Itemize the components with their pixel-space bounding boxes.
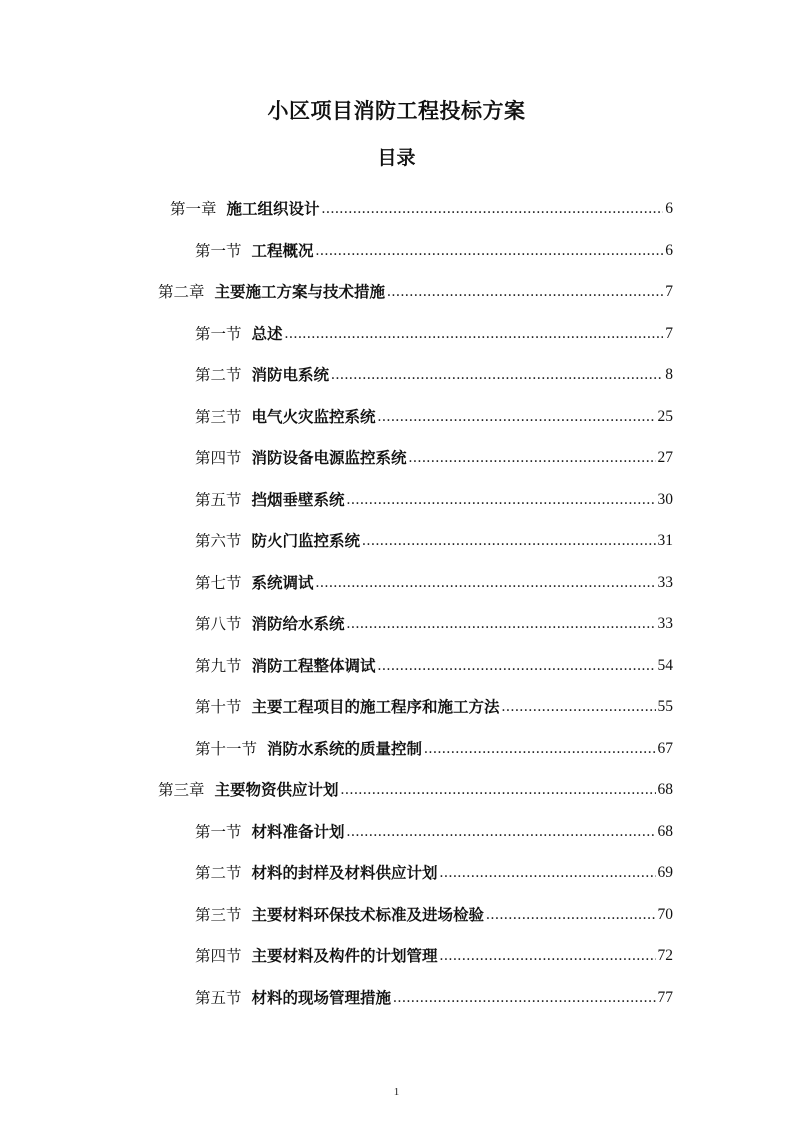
- toc-entry-label: 第四节: [195, 947, 242, 965]
- toc-dot-leader: [502, 696, 656, 718]
- toc-entry-page: 67: [657, 739, 673, 757]
- toc-dot-leader: [362, 530, 655, 552]
- toc-entry-label: 第九节: [195, 656, 242, 675]
- toc-entry-label: 第三节: [195, 407, 242, 426]
- toc-dot-leader: [322, 198, 664, 220]
- toc-entry-chapter-1[interactable]: [170, 180, 673, 220]
- toc-entry-page: 8: [665, 366, 673, 383]
- toc-entry-title: 消防电系统: [251, 365, 330, 384]
- document-title: 小区项目消防工程投标方案: [267, 99, 526, 123]
- toc-entry-section[interactable]: [195, 305, 673, 345]
- toc-entry-title: 系统调试: [251, 572, 314, 592]
- toc-entry-title: 主要材料环保技术标准及进场检验: [251, 904, 485, 924]
- page-number: 1: [393, 1086, 400, 1098]
- toc-dot-leader: [347, 489, 656, 511]
- toc-entry-title: 防火门监控系统: [251, 531, 361, 550]
- toc-entry-section[interactable]: [195, 886, 673, 926]
- toc-dot-leader: [347, 613, 656, 635]
- toc-entry-title: 电气火灾监控系统: [251, 406, 376, 426]
- toc-dot-leader: [331, 364, 663, 386]
- toc-entry-page: 7: [665, 324, 673, 342]
- toc-dot-leader: [424, 738, 655, 760]
- toc-entry-label: 第十一节: [195, 739, 258, 758]
- toc-entry-page: 54: [657, 656, 673, 674]
- toc-entry-section[interactable]: [195, 803, 673, 843]
- toc-entry-section[interactable]: [195, 844, 673, 884]
- toc-entry-section[interactable]: [195, 388, 673, 428]
- toc-entry-label: 第一节: [195, 241, 242, 260]
- toc-entry-title: 主要物资供应计划: [214, 780, 339, 799]
- toc-entry-label: 第七节: [195, 573, 242, 592]
- toc-entry-title: 材料的现场管理措施: [251, 987, 392, 1007]
- toc-entry-section[interactable]: [195, 554, 673, 594]
- toc-entry-section[interactable]: [195, 429, 673, 469]
- toc-dot-leader: [486, 904, 655, 926]
- toc-entry-section[interactable]: [195, 346, 673, 386]
- toc-dot-leader: [409, 447, 656, 469]
- toc-entry-page: 30: [657, 490, 673, 508]
- toc-entry-title: 消防工程整体调试: [251, 655, 376, 675]
- toc-dot-leader: [440, 945, 656, 967]
- toc-dot-leader: [378, 655, 656, 677]
- toc-entry-section[interactable]: [195, 637, 673, 677]
- toc-entry-title: 挡烟垂壁系统: [251, 489, 345, 509]
- toc-entry-chapter-3[interactable]: [158, 761, 673, 801]
- toc-dot-leader: [378, 406, 656, 428]
- toc-entry-page: 27: [657, 449, 673, 466]
- toc-entry-label: 第二节: [195, 366, 242, 384]
- toc-dot-leader: [440, 862, 656, 884]
- toc-entry-section[interactable]: [195, 969, 673, 1009]
- toc-entry-section[interactable]: [195, 595, 673, 635]
- toc-entry-section[interactable]: [195, 678, 673, 718]
- toc-entry-page: 7: [665, 283, 673, 300]
- toc-entry-section[interactable]: [195, 222, 673, 262]
- toc-entry-page: 68: [657, 822, 673, 840]
- toc-entry-title: 消防设备电源监控系统: [251, 448, 407, 467]
- toc-dot-leader: [347, 821, 656, 843]
- toc-entry-label: 第三章: [158, 781, 205, 799]
- toc-entry-page: 72: [657, 947, 673, 964]
- toc-entry-page: 69: [657, 864, 673, 881]
- toc-entry-title: 材料的封样及材料供应计划: [251, 863, 438, 882]
- toc-entry-title: 主要施工方案与技术措施: [214, 282, 386, 301]
- toc-dot-leader: [393, 987, 655, 1009]
- toc-entry-page: 25: [657, 407, 673, 425]
- toc-entry-section[interactable]: [195, 720, 673, 760]
- toc-dot-leader: [316, 572, 656, 594]
- toc-entry-page: 33: [657, 573, 673, 591]
- toc-entry-title: 消防水系统的质量控制: [267, 738, 423, 758]
- toc-entry-chapter-2[interactable]: [158, 263, 673, 303]
- toc-dot-leader: [387, 281, 663, 303]
- toc-entry-page: 6: [665, 200, 673, 217]
- toc-entry-section[interactable]: [195, 512, 673, 552]
- toc-dot-leader: [341, 779, 656, 801]
- toc-entry-label: 第六节: [195, 532, 242, 550]
- toc-entry-label: 第一章: [170, 200, 217, 218]
- toc-entry-title: 施工组织设计: [226, 199, 320, 218]
- toc-entry-section[interactable]: [195, 927, 673, 967]
- toc-entry-title: 主要工程项目的施工程序和施工方法: [251, 697, 500, 716]
- toc-dot-leader: [316, 240, 664, 262]
- toc-heading: 目录: [377, 147, 416, 169]
- toc-entry-label: 第三节: [195, 905, 242, 924]
- toc-entry-label: 第一节: [195, 324, 242, 343]
- toc-entry-title: 消防给水系统: [251, 614, 345, 633]
- toc-entry-label: 第十节: [195, 698, 242, 716]
- toc-entry-page: 68: [657, 781, 673, 798]
- toc-entry-page: 77: [657, 988, 673, 1006]
- toc-entry-title: 主要材料及构件的计划管理: [251, 946, 438, 965]
- toc-entry-page: 70: [657, 905, 673, 923]
- toc-entry-label: 第五节: [195, 490, 242, 509]
- toc-entry-title: 总述: [251, 323, 283, 343]
- toc-entry-label: 第二节: [195, 864, 242, 882]
- toc-entry-label: 第二章: [158, 283, 205, 301]
- toc-entry-page: 31: [657, 532, 673, 549]
- toc-entry-title: 材料准备计划: [251, 821, 345, 841]
- toc-entry-page: 6: [665, 241, 673, 259]
- toc-entry-label: 第四节: [195, 449, 242, 467]
- toc-entry-label: 第八节: [195, 615, 242, 633]
- toc-entry-page: 33: [657, 615, 673, 632]
- toc-entry-label: 第五节: [195, 988, 242, 1007]
- toc-entry-section[interactable]: [195, 471, 673, 511]
- toc-dot-leader: [285, 323, 664, 345]
- toc-entry-label: 第一节: [195, 822, 242, 841]
- toc-entry-page: 55: [657, 698, 673, 715]
- toc-entry-title: 工程概况: [251, 240, 314, 260]
